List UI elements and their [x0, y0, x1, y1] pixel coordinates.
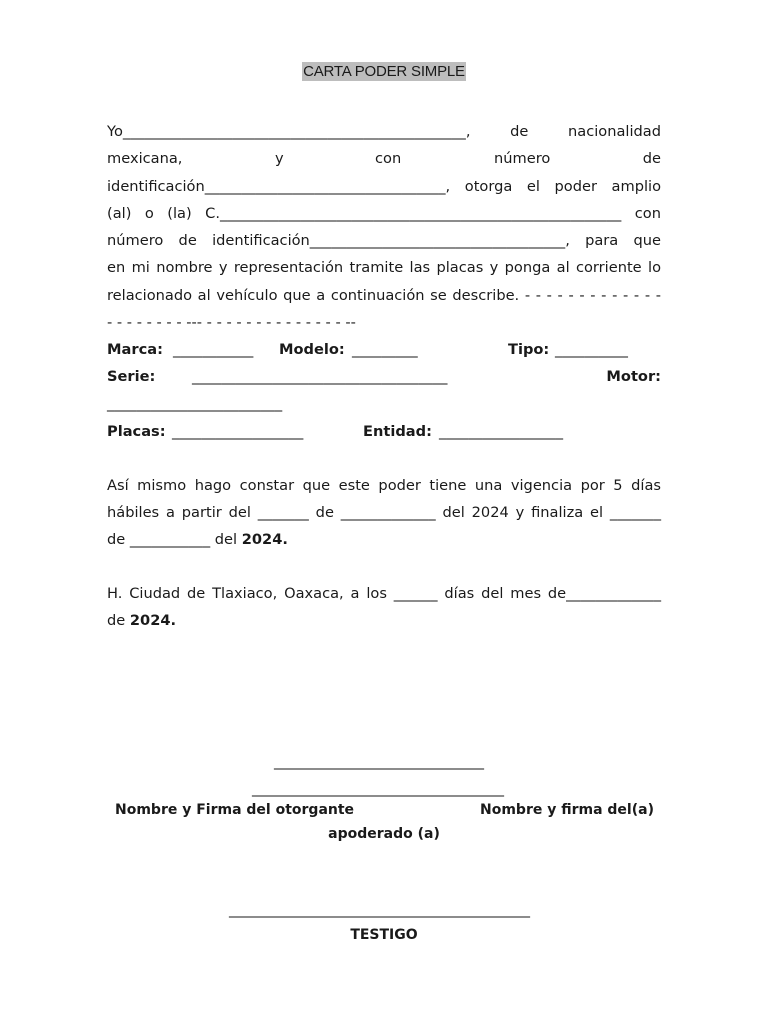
testigo-caption: TESTIGO	[350, 927, 418, 943]
marca-field[interactable]: ___________	[173, 341, 254, 358]
otorgante-caption: Nombre y Firma del otorgante	[115, 802, 355, 818]
body-line-8-text: - - - - - - - - --- - - - - - - - - - - - - - - --	[107, 314, 356, 331]
lugar-year: 2024.	[129, 612, 177, 629]
entidad-field[interactable]: _________________	[439, 423, 564, 440]
lugar-line-1-text: H. Ciudad de Tlaxiaco, Oaxaca, a los ______ días del mes de_____________	[107, 585, 661, 602]
modelo-field[interactable]: _________	[352, 341, 418, 358]
body-line-7	[107, 286, 661, 306]
placas-label: Placas:	[107, 423, 166, 440]
serie-label: Serie:	[107, 368, 156, 385]
vigencia-line-2-text: hábiles a partir del _______ de _____________ del 2024 y finaliza el _______	[107, 504, 661, 521]
apoderado-caption: Nombre y firma del(a)	[480, 802, 654, 818]
body-line-6-text: en mi nombre y representación tramite las placas y ponga al corriente lo	[107, 259, 661, 276]
body-line-4-text: (al) o (la) C._______________________________________________________ con	[107, 205, 661, 222]
word-numero: número	[494, 150, 551, 167]
body-line-3	[107, 177, 661, 197]
word-y: y	[275, 150, 284, 167]
motor-label: Motor:	[606, 368, 661, 385]
word-de: de	[642, 150, 661, 167]
signature-line-otorgante: ______________________________	[274, 754, 484, 770]
body-line-6	[107, 258, 661, 278]
body-line-5	[107, 231, 661, 251]
body-line-8	[107, 313, 661, 333]
body-line-7-text: relacionado al vehículo que a continuación se describe. - - - - - - - - - - - - -	[107, 287, 661, 304]
vigencia-year: 2024.	[241, 531, 288, 548]
body-line-1	[107, 122, 661, 142]
document-title-wrap	[0, 61, 768, 80]
apoderado-caption-2: apoderado (a)	[328, 826, 440, 842]
vigencia-line-1	[107, 476, 661, 496]
entidad-label: Entidad:	[363, 423, 432, 440]
marca-label: Marca:	[107, 341, 163, 358]
serie-field[interactable]: ___________________________________	[192, 368, 448, 385]
body-line-1-text: Yo_______________________________________________, de nacionalidad	[107, 123, 661, 140]
document-title: CARTA PODER SIMPLE	[303, 63, 465, 80]
body-line-3-text: identificación_________________________________, otorga el poder amplio	[107, 178, 661, 195]
body-line-5-text: número de identificación___________________________________, para que	[107, 232, 661, 249]
tipo-field[interactable]: __________	[555, 341, 628, 358]
word-con: con	[375, 150, 402, 167]
modelo-label: Modelo:	[279, 341, 345, 358]
lugar-line-2-text: de	[107, 612, 130, 629]
tipo-label: Tipo:	[508, 341, 550, 358]
lugar-line-1	[107, 584, 661, 604]
vigencia-line-3	[107, 530, 661, 550]
vigencia-line-2	[107, 503, 661, 523]
vigencia-line-3-text: de ___________ del	[107, 531, 242, 548]
signature-line-testigo: ___________________________________________	[229, 902, 530, 918]
lugar-line-2	[107, 611, 661, 631]
body-line-4	[107, 204, 661, 224]
motor-field[interactable]: ________________________	[107, 395, 283, 412]
word-mexicana: mexicana,	[107, 150, 183, 167]
signature-line-apoderado: ____________________________________	[252, 781, 504, 797]
placas-field[interactable]: __________________	[172, 423, 304, 440]
vigencia-line-1-text: Así mismo hago constar que este poder tiene una vigencia por 5 días	[107, 477, 661, 494]
